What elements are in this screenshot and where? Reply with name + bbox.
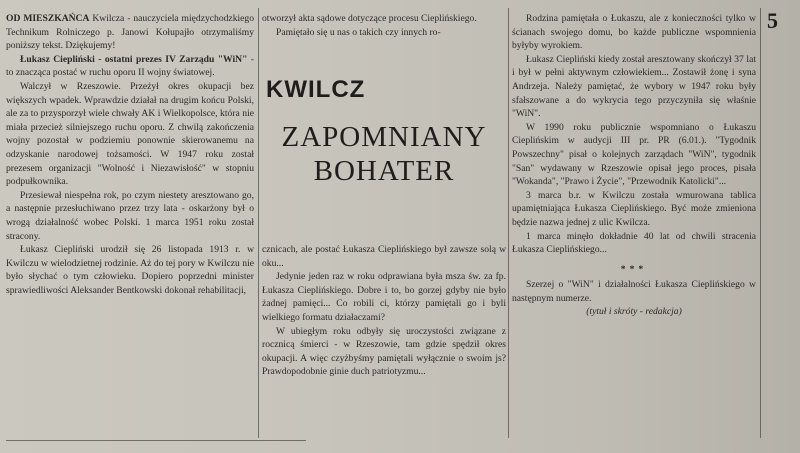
lead-paragraph: [6, 53, 254, 80]
body-paragraph: Łukasz Ciepliński urodził się 26 listopada 1913 r. w Kwilczu w wielodzietnej rodzinie. Aż do tej pory w Kwilczu nie było słychać o tym człowieku. Dopiero poprzedni minister sprawiedliwości Aleksander Bentkowski dokonał rehabilitacji,: [6, 244, 254, 296]
column-rule-left: [258, 8, 259, 438]
article-column-3: [512, 12, 756, 319]
body-paragraph: 1 marca minęło dokładnie 40 lat od chwili stracenia Łukasza Cieplińskiego...: [512, 230, 756, 256]
body-paragraph: Walczył w Rzeszowie. Przeżył okres okupacji bez większych wpadek. Wprawdzie działał na drugim końcu Polski, ale za to przysporzył wiele chwały AK i Wielkopolsce, która nie miała przecież silniejszego ruchu oporu. Z chwilą zakończenia wojny pozostał w podziemiu ponownie skierowanemu na odzyskanie narodowej tożsamości. W 1947 roku został prezesem organizacji "Wolność i Niezawisłość" w stopniu podpułkownika.: [6, 80, 254, 188]
intro-rest: Kwilcza - nauczyciela międzychodzkiego Technikum Rolniczego p. Janowi Kołupajło otrzymaliśmy poniższy tekst. Dziękujemy!: [6, 13, 255, 52]
body-paragraph: otworzył akta sądowe dotyczące procesu Cieplińskiego.: [262, 13, 477, 24]
column-rule-right: [508, 8, 509, 438]
body-paragraph: 3 marca b.r. w Kwilczu została wmurowana tablica upamiętniająca Łukasza Cieplińskiego. Być może zmieniona będzie nazwa jednej z ulic Kwilcza.: [512, 189, 756, 228]
article-column-2-top: [262, 12, 506, 39]
intro-lead: OD MIESZKAŃCA: [6, 13, 90, 24]
separator-stars: ***: [620, 263, 648, 275]
article-title-line-1: ZAPOMNIANY: [281, 121, 487, 153]
page-number: 5: [767, 8, 778, 33]
body-paragraph: Rodzina pamiętała o Łukaszu, ale z konieczności tylko w ścianach swojego domu, bo każde publiczne wspomnienia byłyby wyrokiem.: [512, 13, 756, 52]
lead-rest: - to znacząca postać w ruchu oporu II wojny światowej.: [6, 53, 254, 79]
article-title-line-2: BOHATER: [313, 155, 455, 187]
editor-credit: (tytuł i skróty - redakcja): [586, 306, 682, 318]
article-title: [262, 120, 506, 188]
body-paragraph: Pamiętało się u nas o takich czy innych ro-: [276, 26, 441, 38]
body-paragraph: Łukasz Ciepliński kiedy został aresztowany skończył 37 lat i był w pełni aktywnym człowiekiem... Zostawił żonę i syna Andrzeja. Należy pamiętać, że wybory w 1947 roku były sfałszowane a do wykrycia tego przyczyniła się właśnie "WiN".: [512, 53, 756, 120]
body-paragraph: Szerzej o "WiN" i działalności Łukasza Cieplińskiego w następnym numerze.: [512, 279, 756, 304]
article-column-2-bottom: [262, 243, 506, 379]
page-edge-rule: [760, 8, 761, 438]
body-paragraph: Przesiewał niespełna rok, po czym niestety aresztowano go, a następnie przesłuchiwano przez trzy lata - oskarżony był o wrogą działalność wobec Polski. 1 marca 1951 roku został stracony.: [6, 189, 254, 242]
body-paragraph: W 1990 roku publicznie wspomniano o Łukaszu Cieplińskim w audycji III pr. PR (6.01.). "Tygodnik Powszechny" pisał o kolejnych zarządach "WiN", tygodnik "San" wydawany w Rzeszowie opisał jego proces, pisała "Wokanda", "Prawo i Życie", "Przewodnik Katolicki"...: [512, 121, 756, 188]
bottom-rule: [6, 440, 306, 441]
section-headline: KWILCZ: [266, 76, 366, 103]
body-paragraph: W ubiegłym roku odbyły się uroczystości związane z rocznicą śmierci - w Rzeszowie, tam gdzie spędził okres okupacji. A więc czyżbyśmy pamiętali wyłącznie o swoim js? Prawdopodobnie ginie duch patriotyzmu...: [262, 325, 506, 378]
body-paragraph: cznicach, ale postać Łukasza Cieplińskiego był zawsze solą w oku...: [262, 244, 506, 269]
lead-bold: Łukasz Ciepliński - ostatni prezes IV Zarządu "WiN": [20, 53, 248, 65]
intro-paragraph: [6, 12, 254, 53]
body-paragraph: Jedynie jeden raz w roku odprawiana była msza św. za fp. Łukasza Cieplińskiego. Dobre i to, bo gorzej gdyby nie było żadnej pamięci... Co robili ci, którzy pamiętali go i byli wielkiego formatu działaczami?: [262, 271, 506, 323]
article-column-1: [6, 12, 254, 297]
